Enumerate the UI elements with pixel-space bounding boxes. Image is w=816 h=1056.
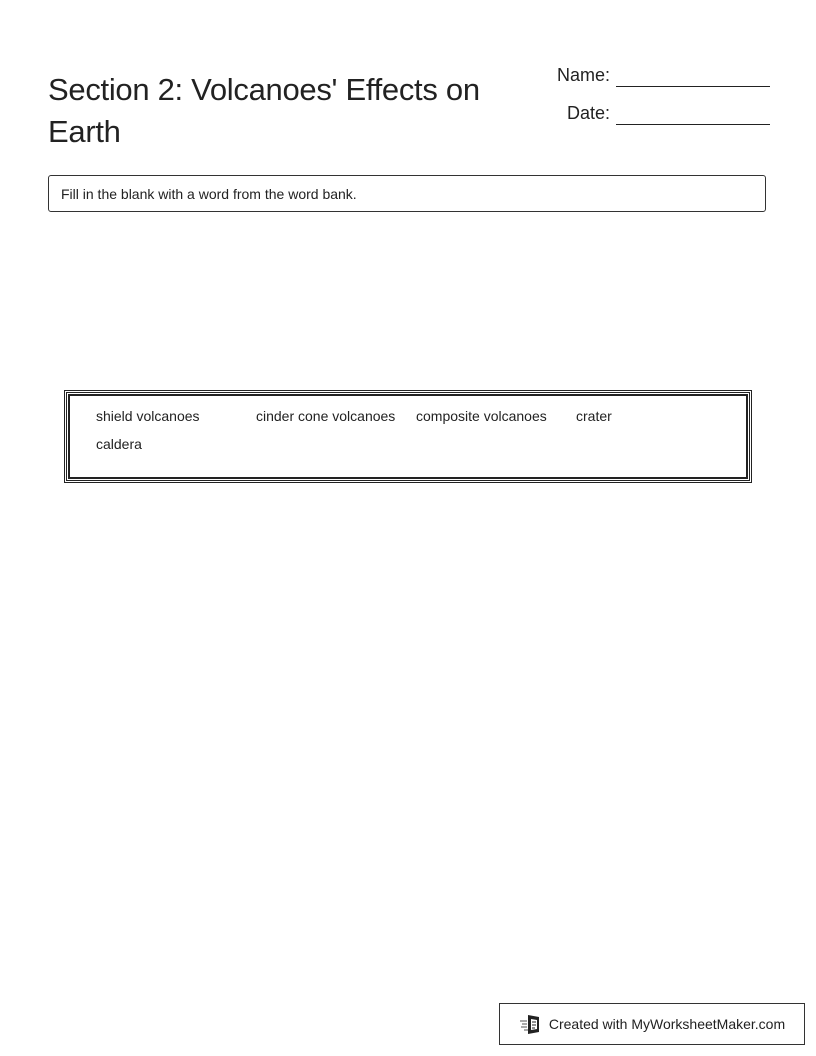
footer-credit[interactable] <box>499 1003 805 1045</box>
word-bank <box>64 390 752 483</box>
name-label: Name: <box>556 65 610 85</box>
footer-text: Created with MyWorksheetMaker.com <box>548 1016 786 1032</box>
word-bank-item: crater <box>576 408 612 424</box>
worksheet-maker-logo-icon <box>519 1013 543 1035</box>
page-title: Section 2: Volcanoes' Effects on Earth <box>48 71 480 149</box>
name-blank-line[interactable] <box>616 60 770 87</box>
date-row <box>540 88 770 126</box>
word-bank-item: cinder cone volcanoes <box>256 408 396 424</box>
word-bank-item: caldera <box>96 436 142 452</box>
date-label: Date: <box>566 103 610 123</box>
word-bank-item: composite volcanoes <box>416 408 547 424</box>
name-row <box>540 50 770 88</box>
word-bank-item: shield volcanoes <box>96 408 200 424</box>
student-info <box>540 50 770 126</box>
word-bank-grid <box>69 395 747 478</box>
instructions-box: Fill in the blank with a word from the word bank. <box>48 175 766 212</box>
date-blank-line[interactable] <box>616 98 770 125</box>
